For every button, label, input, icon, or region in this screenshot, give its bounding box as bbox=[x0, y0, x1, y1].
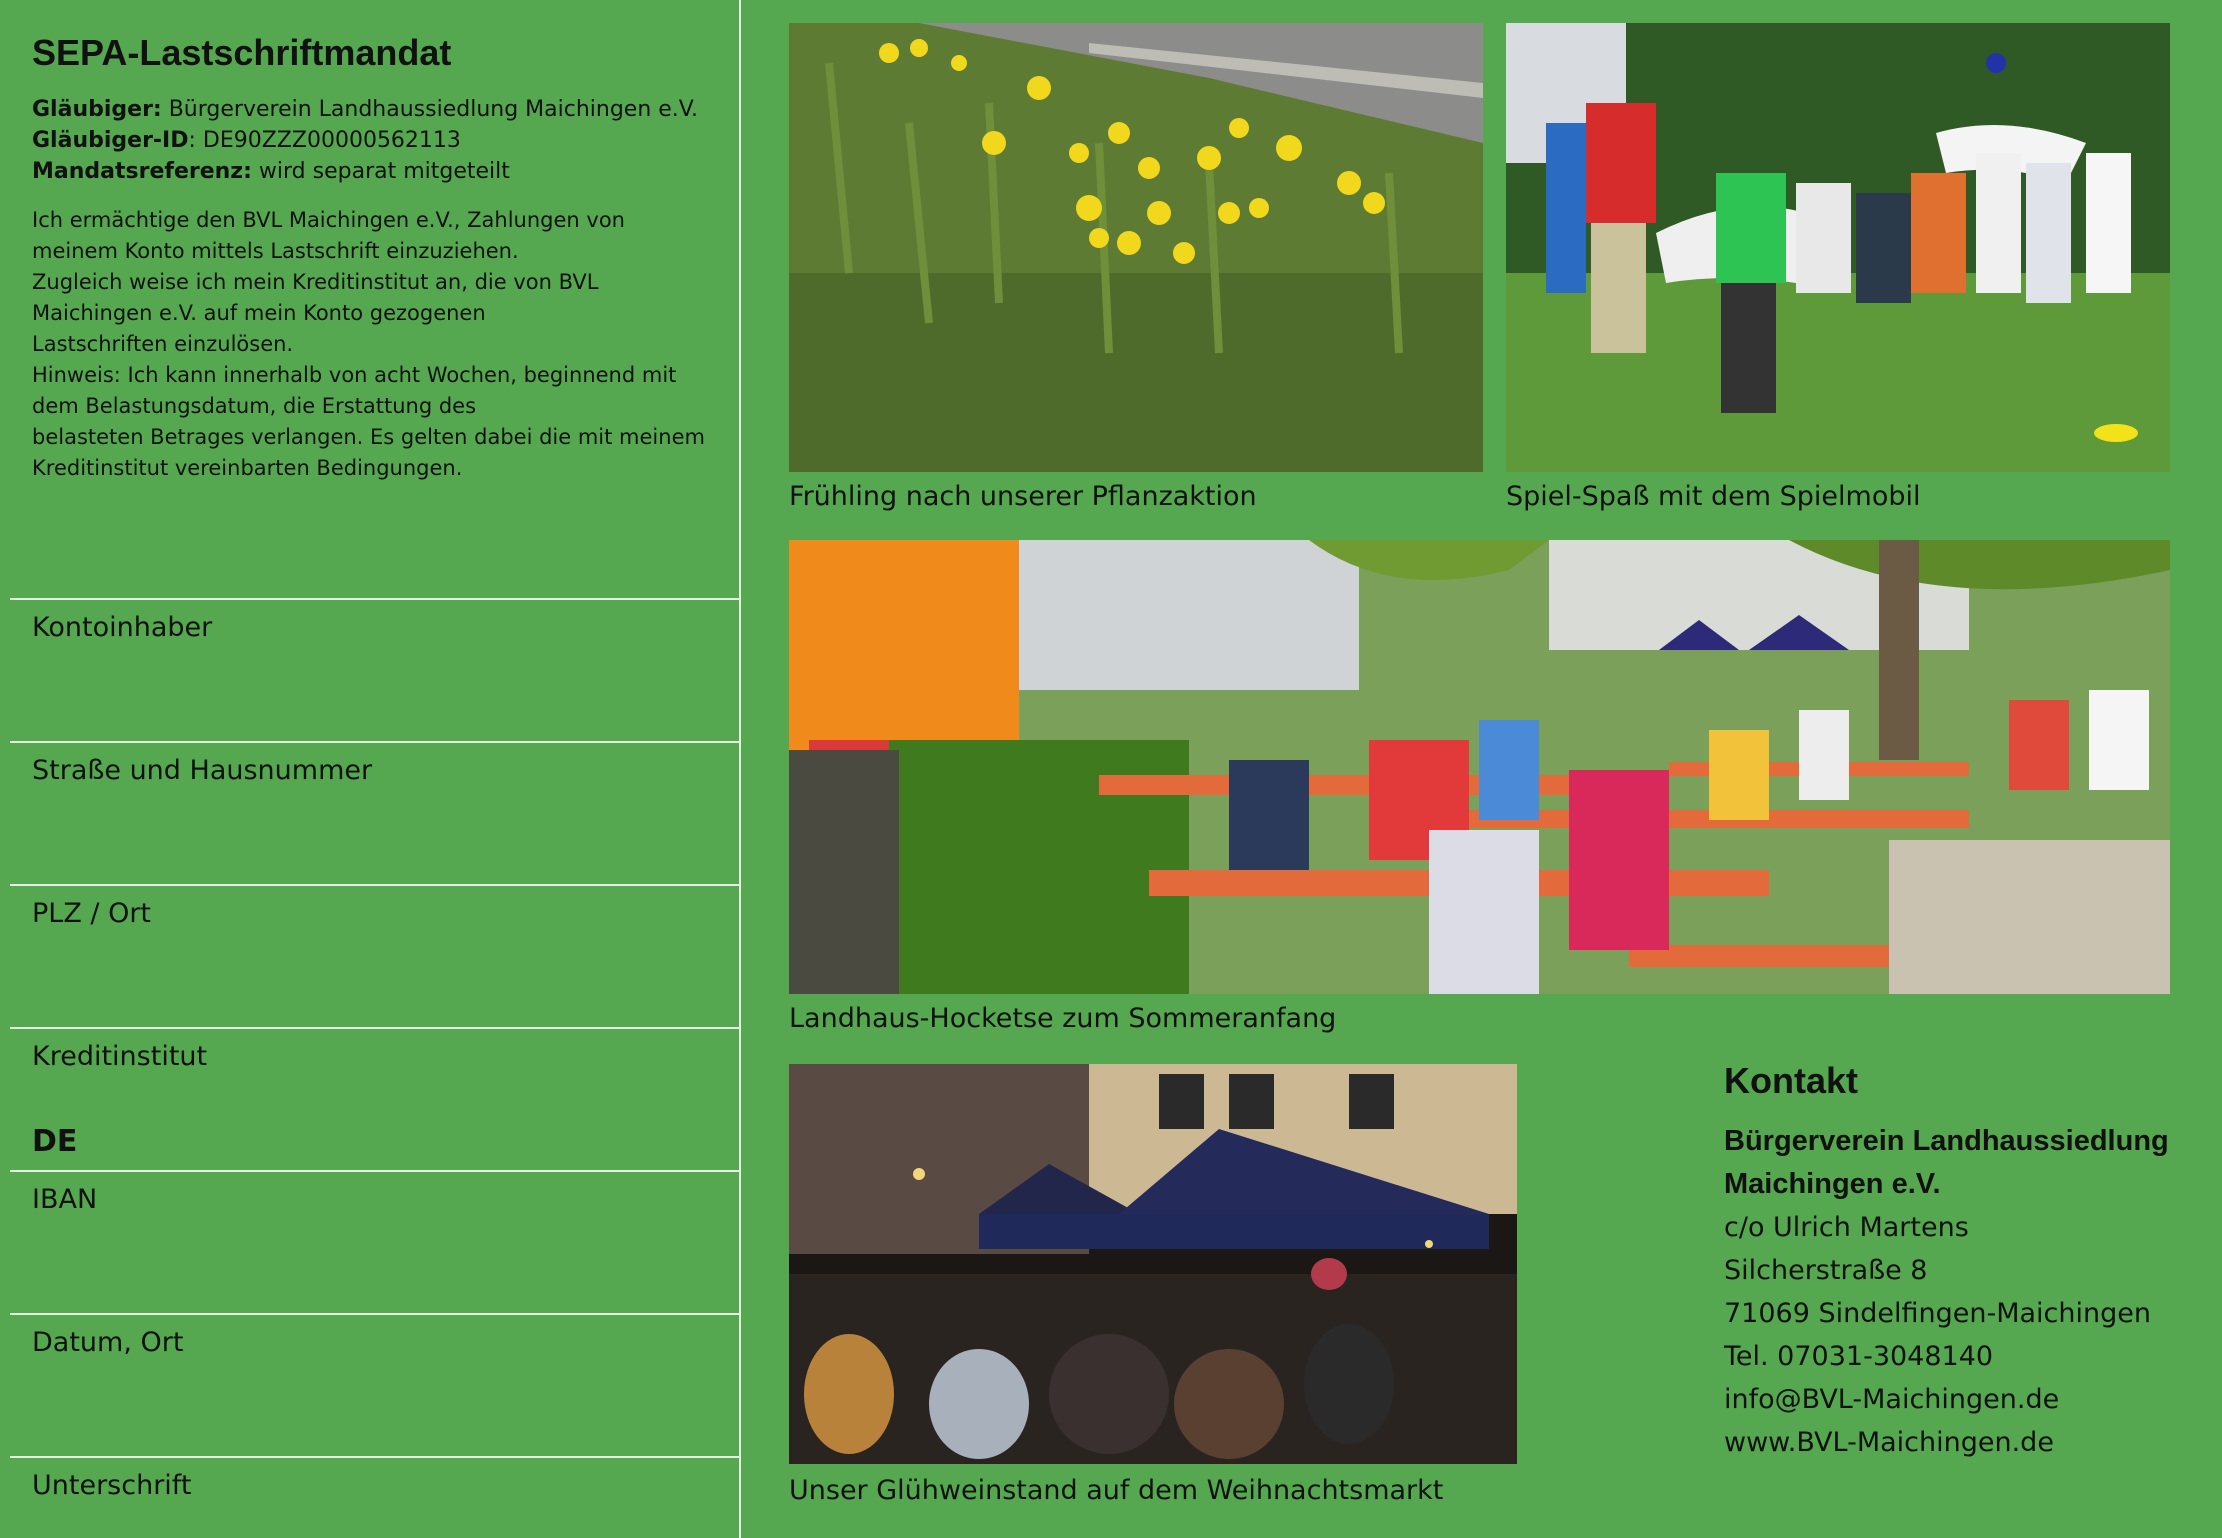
field-label: PLZ / Ort bbox=[32, 898, 152, 929]
field-signature[interactable] bbox=[10, 1456, 739, 1538]
mandate-reference-value: wird separat mitgeteilt bbox=[251, 159, 510, 184]
field-bank[interactable] bbox=[10, 1027, 739, 1172]
mandate-body-line: Hinweis: Ich kann innerhalb von acht Wochen, beginnend mit bbox=[32, 363, 677, 387]
field-label: Datum, Ort bbox=[32, 1327, 184, 1358]
mandate-body-line: Maichingen e.V. auf mein Konto gezogenen bbox=[32, 301, 486, 325]
field-account-holder[interactable] bbox=[10, 598, 739, 743]
creditor-label: Gläubiger: bbox=[32, 97, 162, 122]
mandate-reference-label: Mandatsreferenz: bbox=[32, 159, 252, 184]
mandate-body-line: Ich ermächtige den BVL Maichingen e.V., Zahlungen von bbox=[32, 208, 625, 232]
contact-block bbox=[1724, 1060, 2204, 1464]
creditor-line bbox=[32, 94, 722, 125]
field-iban[interactable] bbox=[10, 1170, 739, 1315]
mandate-body-line: Zugleich weise ich mein Kreditinstitut an, die von BVL bbox=[32, 270, 599, 294]
creditor-id-value: : DE90ZZZ00000562113 bbox=[188, 128, 461, 153]
contact-title: Kontakt bbox=[1724, 1060, 1858, 1101]
panel-divider bbox=[739, 0, 741, 1538]
contact-org-line: Maichingen e.V. bbox=[1724, 1168, 1941, 1200]
field-label: Straße und Hausnummer bbox=[32, 755, 373, 786]
contact-phone: Tel. 07031-3048140 bbox=[1724, 1341, 1994, 1372]
caption-daffodils: Frühling nach unserer Pflanzaktion bbox=[789, 481, 1257, 512]
field-label: Unterschrift bbox=[32, 1470, 192, 1501]
contact-org-line: Bürgerverein Landhaussiedlung bbox=[1724, 1125, 2169, 1157]
mandate-body-line: dem Belastungsdatum, die Erstattung des bbox=[32, 394, 477, 418]
mandate-body bbox=[32, 205, 722, 484]
field-date-place[interactable] bbox=[10, 1313, 739, 1458]
creditor-id-label: Gläubiger-ID bbox=[32, 128, 189, 153]
creditor-id-line bbox=[32, 125, 722, 156]
caption-christmas-market: Unser Glühweinstand auf dem Weihnachtsmarkt bbox=[789, 1475, 1444, 1506]
creditor-value: Bürgerverein Landhaussiedlung Maichingen e.V. bbox=[161, 97, 699, 122]
photo-summer-festival bbox=[789, 540, 2170, 994]
field-street[interactable] bbox=[10, 741, 739, 886]
photo-christmas-market bbox=[789, 1064, 1517, 1464]
mandate-text-block bbox=[32, 32, 722, 484]
contact-co: c/o Ulrich Martens bbox=[1724, 1212, 1969, 1243]
caption-summer-festival: Landhaus-Hocketse zum Sommeranfang bbox=[789, 1003, 1337, 1034]
caption-kids-playing: Spiel-Spaß mit dem Spielmobil bbox=[1506, 481, 1921, 512]
field-label: IBAN bbox=[32, 1184, 98, 1215]
field-postcode-city[interactable] bbox=[10, 884, 739, 1029]
mandate-body-line: Kreditinstitut vereinbarten Bedingungen. bbox=[32, 456, 463, 480]
contact-city: 71069 Sindelfingen-Maichingen bbox=[1724, 1298, 2151, 1329]
contact-email-link[interactable]: info@BVL-Maichingen.de bbox=[1724, 1384, 2060, 1415]
field-label: Kreditinstitut bbox=[32, 1041, 208, 1072]
photo-daffodils bbox=[789, 23, 1483, 472]
field-label: Kontoinhaber bbox=[32, 612, 213, 643]
mandate-body-line: meinem Konto mittels Lastschrift einzuziehen. bbox=[32, 239, 519, 263]
contact-street: Silcherstraße 8 bbox=[1724, 1255, 1928, 1286]
mandate-reference-line bbox=[32, 156, 722, 187]
mandate-body-line: belasteten Betrages verlangen. Es gelten dabei die mit meinem bbox=[32, 425, 705, 449]
photo-kids-playing bbox=[1506, 23, 2170, 472]
iban-country-prefix: DE bbox=[32, 1124, 78, 1159]
mandate-body-line: Lastschriften einzulösen. bbox=[32, 332, 294, 356]
mandate-title: SEPA-Lastschriftmandat bbox=[32, 32, 452, 73]
contact-web-link[interactable]: www.BVL-Maichingen.de bbox=[1724, 1427, 2054, 1458]
